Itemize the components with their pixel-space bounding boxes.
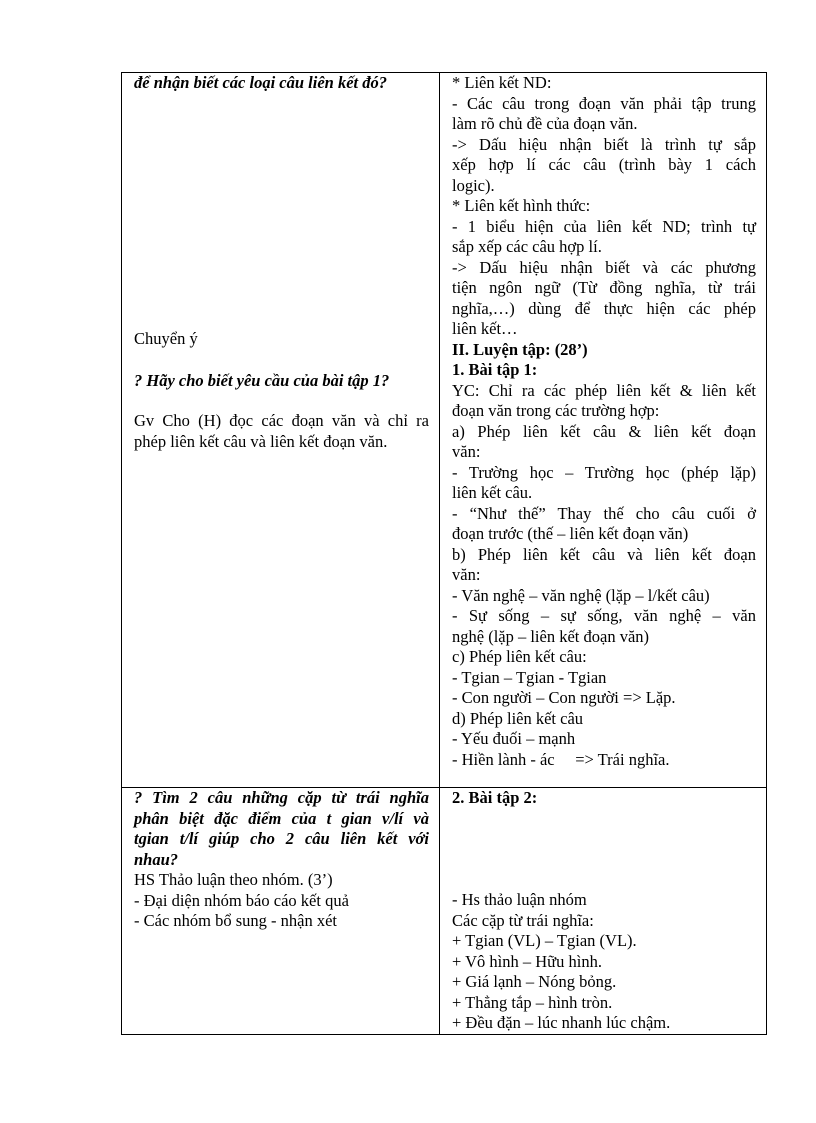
text-line: làm rõ chủ đề của đoạn văn. <box>452 114 638 133</box>
section-heading: II. Luyện tập: (28’) <box>452 339 588 359</box>
text-line: - Văn nghệ – văn nghệ (lặp – l/kết câu) <box>452 585 710 605</box>
exercise2-question: ? Tìm 2 câu những cặp từ trái nghĩa <box>134 788 429 807</box>
text-line: - “Như thế” Thay thế cho câu cuối ở <box>452 503 756 523</box>
text-line: -> Dấu hiệu nhận biết là trình tự sắp <box>452 134 756 154</box>
text-line: - Hs thảo luận nhóm <box>452 890 587 909</box>
content-column-cell <box>440 73 767 788</box>
exercise-heading: 2. Bài tập 2: <box>452 788 538 807</box>
text-line: - Sự sống – sự sống, văn nghệ – văn <box>452 606 756 625</box>
teacher-column-cell <box>122 788 440 1035</box>
text-line: - Các nhóm bổ sung - nhận xét <box>134 911 338 930</box>
exercise2-question: phân biệt đặc điểm của t gian v/lí và <box>134 808 429 828</box>
text-line: tiện ngôn ngữ (Từ đồng nghĩa, từ trái <box>452 278 756 297</box>
table-row <box>122 73 767 788</box>
text-line: liên kết… <box>452 319 518 338</box>
text-line: -> Dấu hiệu nhận biết và các phương <box>452 257 756 277</box>
text-line: nghệ (lặp – liên kết đoạn văn) <box>452 626 650 646</box>
exercise2-question: nhau? <box>134 849 179 869</box>
text-line: - Hiền lành - ác => Trái nghĩa. <box>452 749 670 769</box>
exercise-heading: 1. Bài tập 1: <box>452 360 538 379</box>
text-line: xếp hợp lí các câu (trình bày 1 cách <box>452 155 756 174</box>
text-line: liên kết câu. <box>452 483 533 502</box>
lesson-table <box>121 72 767 1035</box>
text-line: văn: <box>452 565 481 584</box>
antonym-pair: + Giá lạnh – Nóng bỏng. <box>452 972 617 991</box>
antonym-pair: + Vô hình – Hữu hình. <box>452 951 602 971</box>
teacher-column-cell <box>122 73 440 788</box>
content-column-cell <box>440 788 767 1035</box>
text-line: đoạn văn trong các trường hợp: <box>452 401 660 420</box>
group-discussion-note: HS Thảo luận theo nhóm. (3’) <box>134 870 333 889</box>
text-line: d) Phép liên kết câu <box>452 708 584 728</box>
text-line: - Trường học – Trường học (phép lặp) <box>452 462 756 482</box>
text-line: nghĩa,…) dùng để thực hiện các phép <box>452 298 756 318</box>
text-line: * Liên kết hình thức: <box>452 196 591 215</box>
antonym-pair: + Thẳng tắp – hình tròn. <box>452 992 613 1012</box>
text-line: sắp xếp các câu hợp lí. <box>452 237 602 256</box>
text-line: YC: Chỉ ra các phép liên kết & liên kết <box>452 380 756 400</box>
text-line: văn: <box>452 442 481 461</box>
text-line: b) Phép liên kết câu và liên kết đoạn <box>452 544 756 564</box>
teacher-instruction: Gv Cho (H) đọc các đoạn văn và chỉ ra <box>134 411 429 430</box>
text-line: - 1 biểu hiện của liên kết ND; trình tự <box>452 216 756 236</box>
text-line: - Đại diện nhóm báo cáo kết quả <box>134 890 349 910</box>
text-line: * Liên kết ND: <box>452 73 552 92</box>
text-line: a) Phép liên kết câu & liên kết đoạn <box>452 421 756 441</box>
text-line: c) Phép liên kết câu: <box>452 647 587 666</box>
text-line: - Yếu đuối – mạnh <box>452 729 576 748</box>
text-line: - Con người – Con người => Lặp. <box>452 688 676 707</box>
transition-note: Chuyển ý <box>134 329 198 348</box>
intro-question: để nhận biết các loại câu liên kết đó? <box>134 73 387 92</box>
text-line: đoạn trước (thế – liên kết đoạn văn) <box>452 524 689 543</box>
table-row <box>122 788 767 1035</box>
exercise2-question: tgian t/lí giúp cho 2 câu liên kết với <box>134 829 429 848</box>
text-line: logic). <box>452 175 495 195</box>
text-line: - Các câu trong đoạn văn phải tập trung <box>452 93 756 113</box>
text-line: Các cặp từ trái nghĩa: <box>452 910 594 930</box>
teacher-instruction: phép liên kết câu và liên kết đoạn văn. <box>134 431 388 451</box>
text-line: - Tgian – Tgian - Tgian <box>452 667 607 687</box>
exercise1-question: ? Hãy cho biết yêu cầu của bài tập 1? <box>134 371 390 390</box>
antonym-pair: + Tgian (VL) – Tgian (VL). <box>452 931 637 950</box>
antonym-pair: + Đều đặn – lúc nhanh lúc chậm. <box>452 1013 671 1032</box>
